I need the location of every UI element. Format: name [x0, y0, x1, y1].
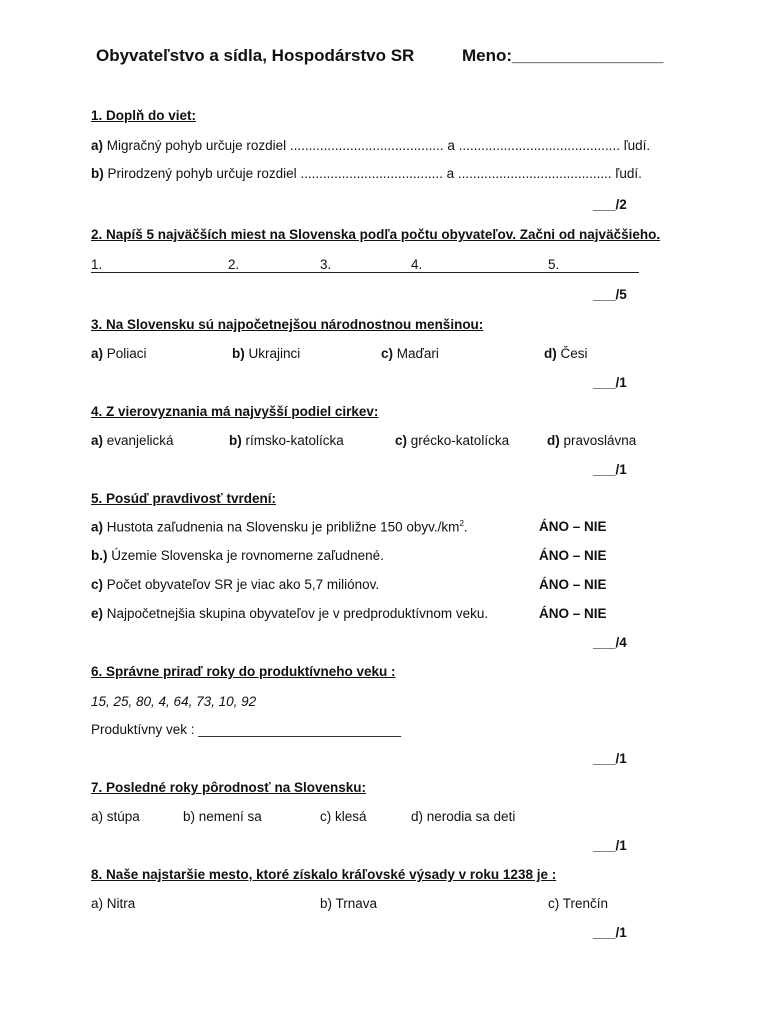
option-c: c) grécko-katolícka [395, 433, 510, 448]
option-c: c) Maďari [381, 346, 439, 361]
name-field-label: Meno:________________ [462, 46, 664, 65]
question-5-score: ___/4 [593, 635, 627, 650]
statement-a: a) Hustota zaľudnenia na Slovensku je približne 150 $obyv./km^2$. [91, 519, 468, 535]
option-b: b) nemení sa [183, 809, 262, 824]
question-5-heading: 5. Posúď pravdivosť tvrdení: [91, 491, 276, 506]
option-d: d) Česi [544, 346, 588, 361]
question-3-score: ___/1 [593, 375, 627, 390]
option-c: c) klesá [320, 809, 367, 824]
statement-b: b.) Územie Slovenska je rovnomerne zaľudnené. [91, 548, 384, 563]
true-false-answer: ÁNO – NIE [539, 519, 607, 534]
blank-3: 3. [320, 257, 332, 272]
item-text: Prirodzený pohyb určuje rozdiel ...................................... a ......................................... ľudí. [107, 166, 642, 181]
question-1-item-b [91, 166, 642, 181]
true-false-answer: ÁNO – NIE [539, 577, 607, 592]
statement-c: c) Počet obyvateľov SR je viac ako 5,7 miliónov. [91, 577, 380, 592]
option-a: a) Poliaci [91, 346, 147, 361]
question-4-score: ___/1 [593, 462, 627, 477]
option-a: a) Nitra [91, 896, 136, 911]
item-text: Migračný pohyb určuje rozdiel ......................................... a ........................................... ľudí. [106, 138, 651, 153]
worksheet-title: Obyvateľstvo a sídla, Hospodárstvo SR [96, 46, 415, 65]
productive-age-field: Produktívny vek : ___________________________ [91, 722, 402, 737]
question-1-item-a [91, 138, 650, 153]
item-letter: a) [91, 138, 104, 153]
question-6-score: ___/1 [593, 751, 627, 766]
blank-1: 1. [91, 257, 103, 272]
blank-2: 2. [228, 257, 240, 272]
question-8-score: ___/1 [593, 925, 627, 940]
option-a: a) stúpa [91, 809, 140, 824]
blank-5: 5. [548, 257, 560, 272]
true-false-answer: ÁNO – NIE [539, 548, 607, 563]
blank-4: 4. [411, 257, 423, 272]
question-8-heading: 8. Naše najstaršie mesto, ktoré získalo kráľovské výsady v roku 1238 je : [91, 867, 557, 882]
question-1-heading: 1. Doplň do viet: [91, 108, 197, 123]
option-d: d) nerodia sa deti [411, 809, 516, 824]
question-4-heading: 4. Z vierovyznania má najvyšší podiel cirkev: [91, 404, 379, 419]
question-2-score: ___/5 [593, 287, 627, 302]
question-2-answer-line [91, 256, 639, 273]
option-b: b) Trnava [320, 896, 378, 911]
question-7-score: ___/1 [593, 838, 627, 853]
option-b: b) Ukrajinci [232, 346, 301, 361]
item-letter: b) [91, 166, 104, 181]
ages-list: 15, 25, 80, 4, 64, 73, 10, 92 [91, 694, 257, 709]
option-d: d) pravoslávna [547, 433, 637, 448]
option-c: c) Trenčín [548, 896, 609, 911]
option-b: b) rímsko-katolícka [229, 433, 344, 448]
question-2-heading: 2. Napíš 5 najväčších miest na Slovenska podľa počtu obyvateľov. Začni od najväčšieho. [91, 227, 661, 242]
question-7-heading: 7. Posledné roky pôrodnosť na Slovensku: [91, 780, 367, 795]
question-1-score: ___/2 [593, 197, 627, 212]
statement-e: e) Najpočetnejšia skupina obyvateľov je v predproduktívnom veku. [91, 606, 489, 621]
question-3-heading: 3. Na Slovensku sú najpočetnejšou národnostnou menšinou: [91, 317, 484, 332]
question-6-heading: 6. Správne priraď roky do produktívneho veku : [91, 664, 396, 679]
true-false-answer: ÁNO – NIE [539, 606, 607, 621]
option-a: a) evanjelická [91, 433, 174, 448]
